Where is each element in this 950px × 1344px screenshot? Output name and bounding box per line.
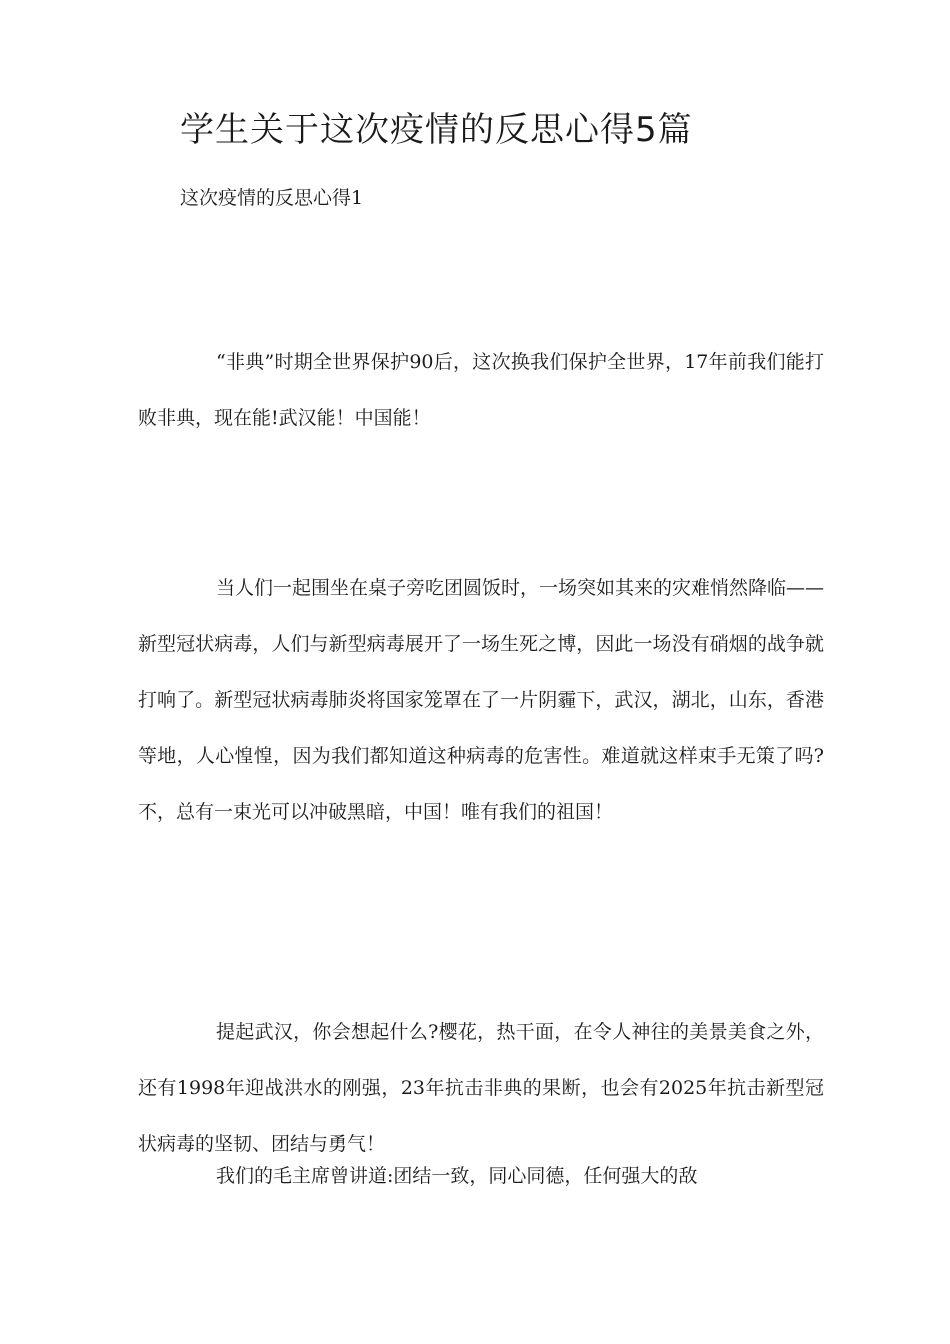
paragraph-2: 当人们一起围坐在桌子旁吃团圆饭时，一场突如其来的灾难悄然降临——新型冠状病毒，人们与新型病毒展开了一场生死之博，因此一场没有硝烟的战争就打响了。新型冠状病毒肺炎将国家笼罩在了一片阴霾下，武汉，湖北，山东，香港等地，人心惶惶，因为我们都知道这种病毒的危害性。难道就这样束手无策了吗?不，总有一束光可以冲破黑暗，中国！唯有我们的祖国！: [138, 577, 825, 823]
paragraph-4-partial: 我们的毛主席曾讲道:团结一致，同心同德，任何强大的敌: [216, 1165, 698, 1187]
paragraph-1: “非典”时期全世界保护90后，这次换我们保护全世界，17年前我们能打败非典，现在能!武汉能！中国能！: [138, 351, 824, 429]
document-title: 学生关于这次疫情的反思心得5篇: [180, 110, 693, 150]
paragraph-3: 提起武汉，你会想起什么?樱花，热干面，在令人神往的美景美食之外，还有1998年迎战洪水的刚强，23年抗击非典的果断，也会有2025年抗击新型冠状病毒的坚韧、团结与勇气！: [138, 1021, 824, 1155]
section-subtitle: 这次疫情的反思心得1: [180, 187, 364, 209]
